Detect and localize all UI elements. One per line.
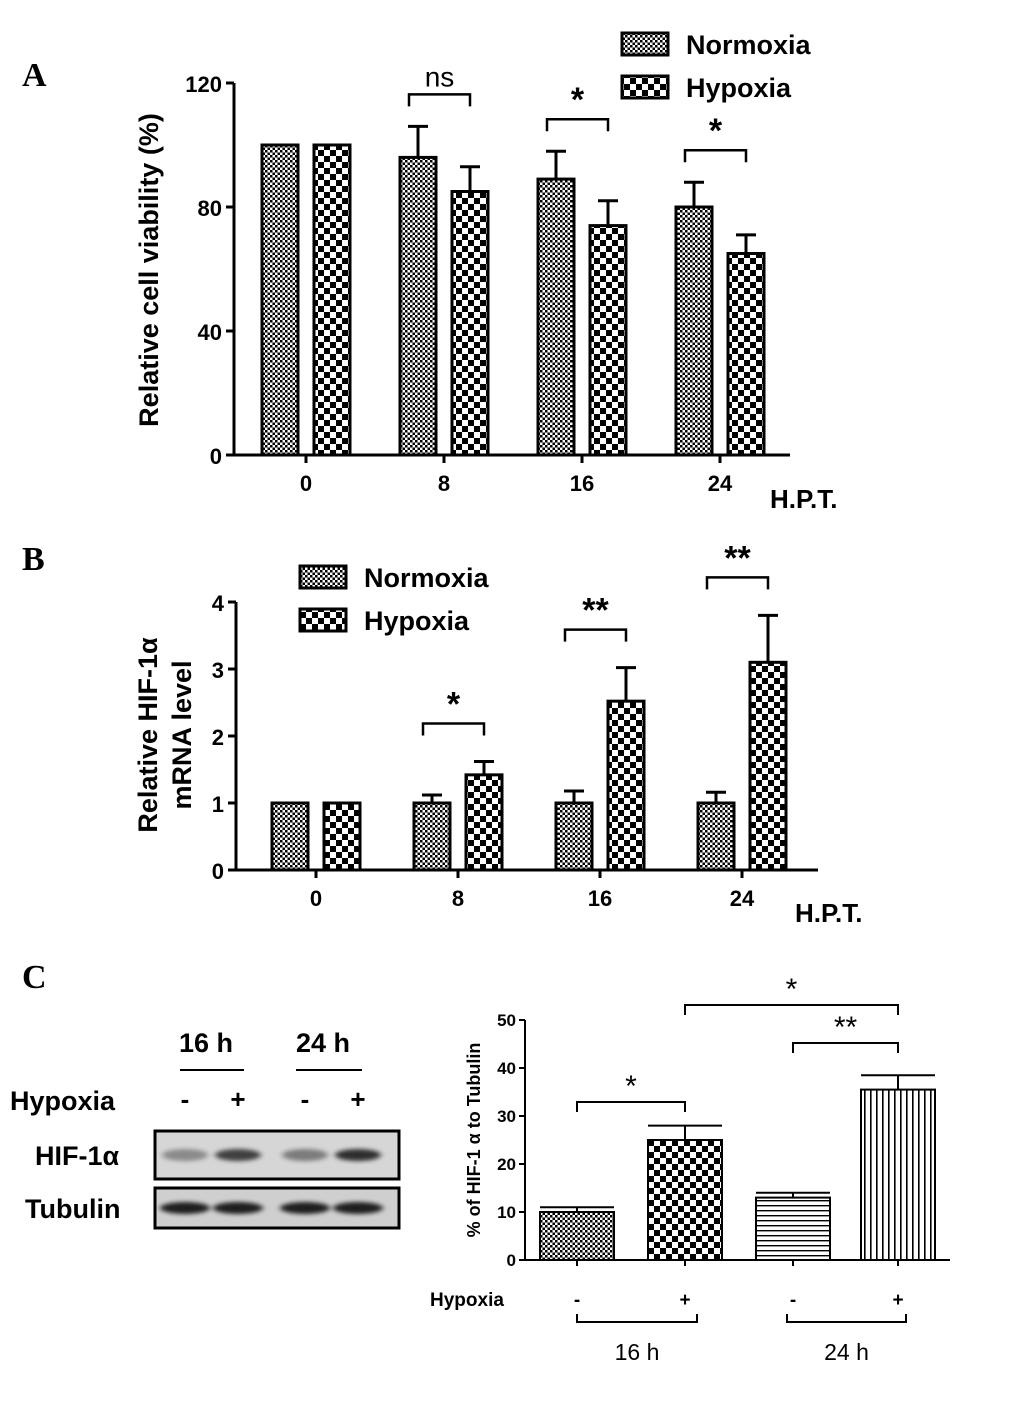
x-axis-label: H.P.T.: [770, 484, 838, 514]
bar: [648, 1140, 722, 1260]
group-label: 24 h: [824, 1339, 869, 1365]
significance-bracket: [547, 119, 608, 131]
western-blot: [10, 1028, 399, 1228]
bar-hypoxia: [466, 775, 502, 870]
significance-bracket: [685, 1005, 898, 1015]
bar-normoxia: [262, 145, 298, 455]
bar-hypoxia: [590, 226, 626, 455]
y-tick-label: 30: [497, 1107, 516, 1126]
y-tick-label: 0: [209, 444, 222, 469]
y-axis-label: Relative cell viability (%): [134, 113, 164, 427]
legend-label-hypoxia: Hypoxia: [364, 606, 470, 636]
chart-a: [134, 30, 837, 514]
significance-label: *: [625, 1070, 637, 1103]
y-tick-label: 0: [211, 859, 224, 884]
y-tick-label: 40: [497, 1059, 516, 1078]
legend-swatch-normoxia: [622, 33, 668, 55]
bar: [861, 1090, 935, 1260]
significance-bracket: [707, 577, 768, 589]
panel-letter-c: C: [22, 959, 47, 996]
x-tick-label: 0: [299, 471, 313, 496]
chart-b: [133, 539, 862, 928]
bar-normoxia: [556, 803, 592, 870]
significance-label: *: [446, 685, 461, 724]
y-tick-label: 1: [211, 792, 224, 817]
x-tick-label: 0: [309, 886, 323, 911]
x-tick-label: 16: [569, 471, 595, 496]
x-sign-label: +: [892, 1290, 904, 1311]
x-sign-label: -: [573, 1290, 581, 1311]
y-tick-label: 80: [197, 196, 222, 221]
blot-band-tubulin: [160, 1202, 210, 1214]
blot-hypoxia-label: Hypoxia: [10, 1086, 116, 1116]
bar-hypoxia: [728, 254, 764, 456]
blot-sign-4: +: [350, 1084, 366, 1114]
x-tick-label: 16: [587, 886, 613, 911]
blot-sign-1: -: [180, 1084, 190, 1114]
blot-time-label-16h: 16 h: [178, 1028, 234, 1058]
y-tick-label: 40: [197, 320, 222, 345]
y-axis-label: % of HIF-1 α to Tubulin: [464, 1042, 484, 1238]
significance-bracket: [793, 1043, 898, 1053]
significance-label: *: [570, 81, 585, 120]
x-tick-label: 24: [707, 471, 733, 496]
significance-label: *: [785, 973, 798, 1006]
legend-label-normoxia: Normoxia: [686, 30, 811, 60]
bar-normoxia: [272, 803, 308, 870]
legend-label-hypoxia: Hypoxia: [686, 73, 792, 103]
significance-label: *: [708, 112, 723, 151]
bar-hypoxia: [750, 662, 786, 870]
legend-swatch-hypoxia: [622, 76, 668, 98]
x-axis-label: H.P.T.: [795, 898, 863, 928]
group-label: 16 h: [614, 1339, 660, 1365]
panel-letter-b: B: [22, 541, 45, 578]
legend-label-normoxia: Normoxia: [364, 563, 489, 593]
x-sign-label: +: [679, 1290, 691, 1311]
significance-label: **: [582, 591, 609, 630]
blot-band-hif: [215, 1149, 261, 1161]
blot-band-hif: [162, 1149, 208, 1161]
blot-sign-2: +: [230, 1084, 246, 1114]
bar-hypoxia: [608, 701, 644, 870]
significance-label: ns: [424, 61, 455, 93]
y-axis-label-line: mRNA level: [167, 660, 197, 810]
x-sign-label: -: [789, 1290, 797, 1311]
hypoxia-row-label: Hypoxia: [430, 1290, 504, 1311]
blot-band-hif: [335, 1149, 381, 1161]
y-tick-label: 20: [497, 1155, 516, 1174]
blot-time-label-24h: 24 h: [295, 1028, 351, 1058]
significance-bracket: [409, 94, 470, 106]
bar-hypoxia: [452, 192, 488, 456]
y-tick-label: 120: [185, 72, 222, 97]
bar-normoxia: [676, 207, 712, 455]
group-bracket: [577, 1314, 697, 1322]
y-tick-label: 50: [497, 1011, 516, 1030]
blot-band-tubulin: [213, 1202, 263, 1214]
blot-band-hif: [282, 1149, 328, 1161]
legend-swatch-hypoxia: [300, 609, 346, 631]
chart-c: [430, 973, 950, 1365]
blot-band-tubulin: [333, 1202, 383, 1214]
significance-bracket: [423, 723, 484, 735]
significance-label: **: [833, 1011, 858, 1044]
bar-normoxia: [400, 157, 436, 455]
bar-hypoxia: [314, 145, 350, 455]
bar-hypoxia: [324, 803, 360, 870]
y-tick-label: 10: [497, 1203, 516, 1222]
x-tick-label: 8: [451, 886, 465, 911]
bar: [756, 1198, 830, 1260]
significance-bracket: [577, 1102, 685, 1112]
y-tick-label: 3: [211, 658, 224, 683]
y-tick-label: 2: [211, 725, 224, 750]
blot-sign-3: -: [300, 1084, 310, 1114]
y-tick-label: 0: [506, 1251, 516, 1270]
bar-normoxia: [414, 803, 450, 870]
blot-band-label-tubulin: Tubulin: [25, 1194, 121, 1224]
group-bracket: [787, 1314, 906, 1322]
legend-swatch-normoxia: [300, 566, 346, 588]
y-axis-label-line: Relative HIF-1α: [133, 637, 163, 833]
significance-label: **: [724, 539, 751, 578]
x-tick-label: 8: [437, 471, 451, 496]
panel-letter-a: A: [22, 57, 47, 94]
blot-band-tubulin: [280, 1202, 330, 1214]
blot-band-label-hif: HIF-1α: [35, 1141, 120, 1171]
significance-bracket: [565, 630, 626, 642]
bar-normoxia: [538, 179, 574, 455]
bar: [540, 1212, 614, 1260]
x-tick-label: 24: [729, 886, 755, 911]
bar-normoxia: [698, 803, 734, 870]
y-tick-label: 4: [211, 591, 224, 616]
significance-bracket: [685, 150, 746, 162]
